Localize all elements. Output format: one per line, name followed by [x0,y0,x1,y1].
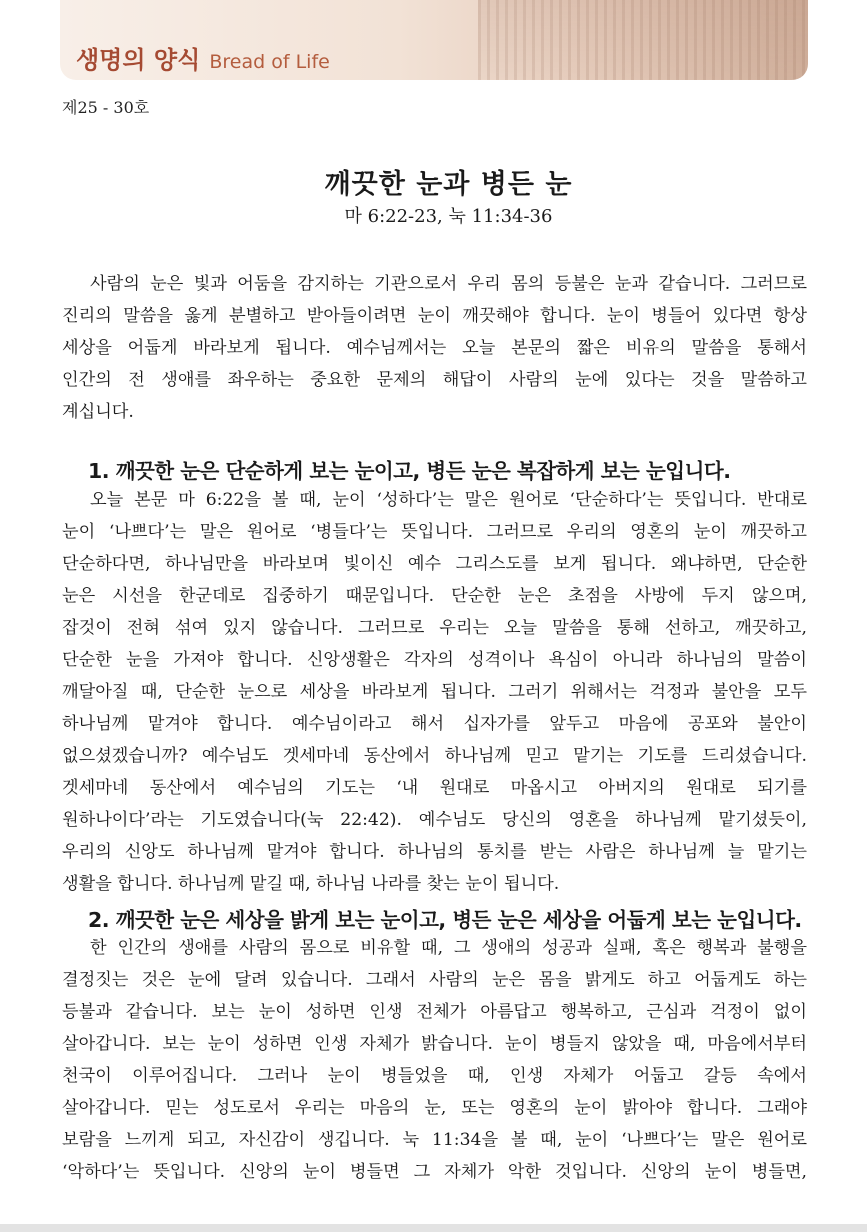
text-line: 사람의 눈은 빛과 어둠을 감지하는 기관으로서 우리 몸의 등불은 눈과 같습니다. 그러므로 [90,274,807,294]
text-line: 인간의 전 생애를 좌우하는 중요한 문제의 해답이 사람의 눈에 있다는 것을 말씀하고 [62,370,807,390]
text-line: 결정짓는 것은 눈에 달려 있습니다. 그래서 사람의 눈은 몸을 밝게도 하고 어둡게도 하는 [62,970,807,990]
banner-decoration [478,0,808,80]
text-line: 천국이 이루어집니다. 그러나 눈이 병들었을 때, 인생 자체가 어둡고 갈등 속에서 [62,1066,807,1086]
text-line: 세상을 어둡게 바라보게 됩니다. 예수님께서는 오늘 본문의 짧은 비유의 말씀을 통해서 [62,338,807,358]
text-line: 등불과 같습니다. 보는 눈이 성하면 인생 전체가 아름답고 행복하고, 근심과 걱정이 없이 [62,1002,807,1022]
text-line: 깨달아질 때, 단순한 눈으로 세상을 바라보게 됩니다. 그러기 위해서는 걱정과 불안을 모두 [62,682,807,702]
text-line: 살아갑니다. 믿는 성도로서 우리는 마음의 눈, 또는 영혼의 눈이 밝아야 합니다. 그래야 [62,1098,807,1118]
text-line: 눈이 ‘나쁘다’는 말은 원어로 ‘병들다’는 뜻입니다. 그러므로 우리의 영혼의 눈이 깨끗하고 [62,522,807,542]
text-line: 단순한 눈을 가져야 합니다. 신앙생활은 각자의 성격이나 욕심이 아니라 하나님의 말씀이 [62,650,807,670]
text-line: 계십니다. [62,402,134,422]
text-line: 생활을 합니다. 하나님께 맡길 때, 하나님 나라를 찾는 눈이 됩니다. [62,874,560,894]
text-line: ‘악하다’는 뜻입니다. 신앙의 눈이 병들면 그 자체가 악한 것입니다. 신앙의 눈이 병들면, [62,1162,807,1182]
header-banner [60,0,808,80]
intro-paragraph [62,268,807,428]
section-1-body [62,484,807,900]
publication-title [76,40,330,75]
text-line: 한 인간의 생애를 사람의 몸으로 비유할 때, 그 생애의 성공과 실패, 혹은 행복과 불행을 [90,938,807,958]
text-line: 잡것이 전혀 섞여 있지 않습니다. 그러므로 우리는 오늘 말씀을 통해 선하고, 깨끗하고, [62,618,807,638]
text-line: 우리의 신앙도 하나님께 맡겨야 합니다. 하나님의 통치를 받는 사람은 하나님께 늘 맡기는 [62,842,807,862]
text-line: 오늘 본문 마 6:22을 볼 때, 눈이 ‘성하다’는 말은 원어로 ‘단순하다’는 뜻입니다. 반대로 [90,490,807,510]
page-bottom-border [0,1224,867,1232]
text-line: 단순하다면, 하나님만을 바라보며 빛이신 예수 그리스도를 보게 됩니다. 왜냐하면, 단순한 [62,554,807,574]
text-line: 보람을 느끼게 되고, 자신감이 생깁니다. 눅 11:34을 볼 때, 눈이 ‘나쁘다’는 말은 원어로 [62,1130,807,1150]
text-line: 눈은 시선을 한군데로 집중하기 때문입니다. 단순한 눈은 초점을 사방에 두지 않으며, [62,586,807,606]
text-line: 하나님께 맡겨야 합니다. 예수님이라고 해서 십자가를 앞두고 마음에 공포와 불안이 [62,714,807,734]
text-line: 없으셨겠습니까? 예수님도 겟세마네 동산에서 하나님께 믿고 맡기는 기도를 드리셨습니다. [62,746,807,766]
text-line: 살아갑니다. 보는 눈이 성하면 인생 자체가 밝습니다. 눈이 병들지 않았을 때, 마음에서부터 [62,1034,807,1054]
text-line: 진리의 말씀을 옳게 분별하고 받아들이려면 눈이 깨끗해야 합니다. 눈이 병들어 있다면 항상 [62,306,807,326]
sermon-title: 깨끗한 눈과 병든 눈 [324,169,573,200]
scripture-reference: 마 6:22-23, 눅 11:34-36 [344,206,553,227]
publication-title-english: Bread of Life [209,51,330,73]
publication-title-korean: 생명의 양식 [76,46,201,74]
text-line: 원하나이다’라는 기도였습니다(눅 22:42). 예수님도 당신의 영혼을 하나님께 맡기셨듯이, [62,810,807,830]
section-2-body [62,932,807,1188]
section-1-heading: 1. 깨끗한 눈은 단순하게 보는 눈이고, 병든 눈은 복잡하게 보는 눈입니다. [88,459,731,483]
text-line: 겟세마네 동산에서 예수님의 기도는 ‘내 원대로 마옵시고 아버지의 원대로 되기를 [62,778,807,798]
section-2-heading: 2. 깨끗한 눈은 세상을 밝게 보는 눈이고, 병든 눈은 세상을 어둡게 보는 눈입니다. [88,908,802,932]
issue-number: 제25 - 30호 [62,98,150,117]
